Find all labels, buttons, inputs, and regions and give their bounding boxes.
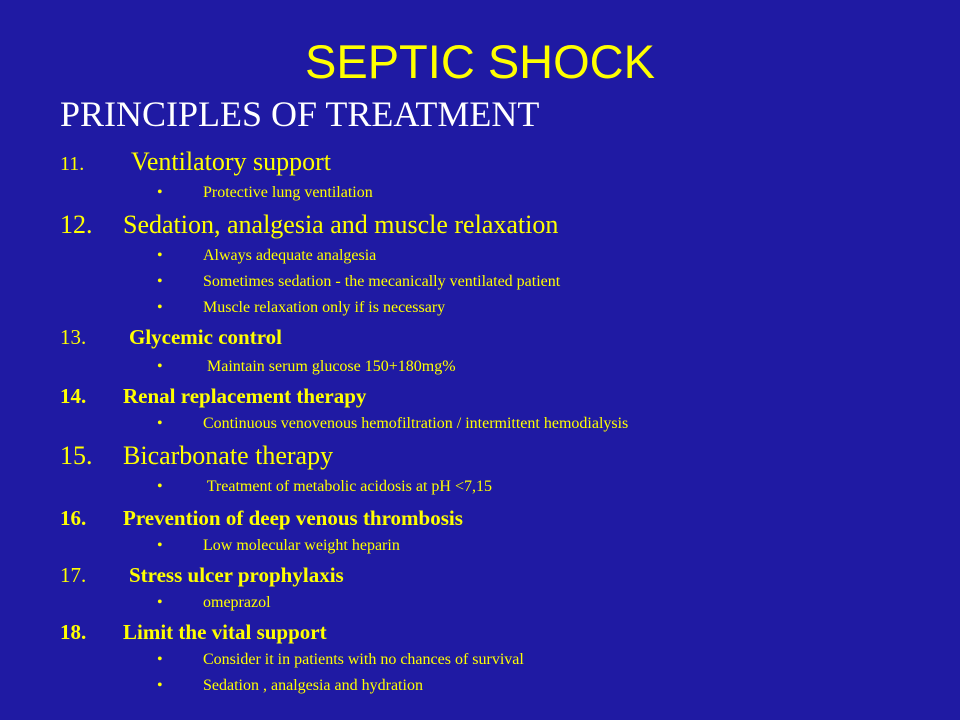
sub-item-text: Consider it in patients with no chances of survival bbox=[203, 651, 524, 668]
sub-item bbox=[157, 247, 376, 265]
sub-item-text: Maintain serum glucose 150+180mg% bbox=[203, 358, 456, 375]
item-heading bbox=[60, 325, 282, 350]
item-number: 13. bbox=[60, 325, 87, 349]
sub-item bbox=[157, 594, 271, 612]
bullet-icon: • bbox=[157, 358, 163, 375]
sub-item-text: Always adequate analgesia bbox=[203, 247, 377, 264]
item-heading bbox=[60, 441, 333, 471]
sub-item bbox=[157, 478, 492, 496]
item-heading bbox=[60, 384, 366, 409]
item-number: 17. bbox=[60, 563, 87, 587]
sub-item-text: Sedation , analgesia and hydration bbox=[203, 677, 423, 694]
sub-item-text: Sometimes sedation - the mecanically ventilated patient bbox=[203, 273, 561, 290]
item-number: 11. bbox=[60, 153, 85, 175]
sub-item bbox=[157, 677, 423, 695]
sub-item bbox=[157, 537, 400, 555]
item-number: 12. bbox=[60, 210, 93, 239]
sub-item-text: Protective lung ventilation bbox=[203, 184, 373, 201]
bullet-icon: • bbox=[157, 537, 163, 554]
item-heading bbox=[60, 620, 327, 645]
bullet-icon: • bbox=[157, 594, 163, 611]
item-heading bbox=[60, 210, 558, 240]
sub-item-text: Continuous venovenous hemofiltration / intermittent hemodialysis bbox=[203, 415, 629, 432]
item-label: Glycemic control bbox=[129, 325, 282, 349]
sub-item bbox=[157, 184, 373, 202]
sub-item bbox=[157, 415, 628, 433]
sub-item bbox=[157, 273, 560, 291]
item-number: 14. bbox=[60, 384, 87, 408]
slide-title: SEPTIC SHOCK bbox=[305, 35, 655, 88]
item-label: Bicarbonate therapy bbox=[123, 441, 334, 470]
bullet-icon: • bbox=[157, 415, 163, 432]
bullet-icon: • bbox=[157, 247, 163, 264]
item-heading bbox=[60, 147, 331, 177]
item-label: Limit the vital support bbox=[123, 620, 327, 644]
sub-item-text: omeprazol bbox=[203, 594, 271, 611]
item-label: Renal replacement therapy bbox=[123, 384, 367, 408]
item-label: Ventilatory support bbox=[131, 147, 332, 176]
sub-item bbox=[157, 358, 456, 376]
sub-item-text: Treatment of metabolic acidosis at pH <7,15 bbox=[203, 478, 492, 495]
item-number: 18. bbox=[60, 620, 87, 644]
bullet-icon: • bbox=[157, 478, 163, 495]
bullet-icon: • bbox=[157, 299, 163, 316]
item-label: Sedation, analgesia and muscle relaxation bbox=[123, 210, 559, 239]
item-label: Stress ulcer prophylaxis bbox=[129, 563, 344, 587]
slide-subtitle: PRINCIPLES OF TREATMENT bbox=[60, 94, 540, 134]
bullet-icon: • bbox=[157, 273, 163, 290]
sub-item-text: Muscle relaxation only if is necessary bbox=[203, 299, 446, 316]
sub-item bbox=[157, 299, 445, 317]
sub-item-text: Low molecular weight heparin bbox=[203, 537, 400, 554]
item-label: Prevention of deep venous thrombosis bbox=[123, 506, 463, 530]
item-number: 15. bbox=[60, 441, 93, 470]
item-number: 16. bbox=[60, 506, 87, 530]
bullet-icon: • bbox=[157, 651, 163, 668]
sub-item bbox=[157, 651, 524, 669]
bullet-icon: • bbox=[157, 677, 163, 694]
item-heading bbox=[60, 563, 344, 588]
bullet-icon: • bbox=[157, 184, 163, 201]
item-heading bbox=[60, 506, 463, 531]
